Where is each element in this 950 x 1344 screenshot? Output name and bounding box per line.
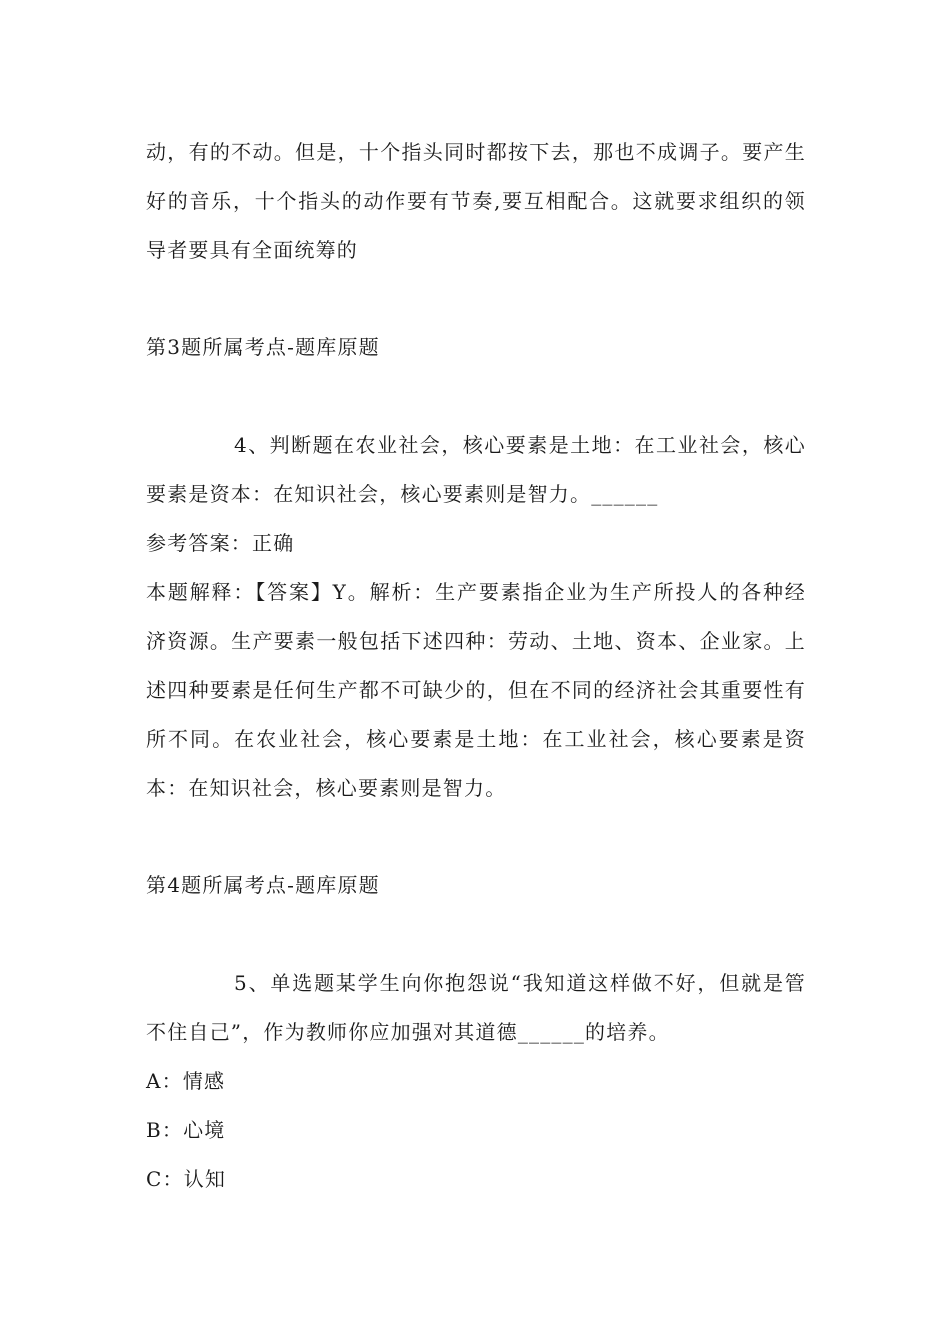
document-page xyxy=(146,128,806,1204)
question-3-explanation-tail: 动，有的不动。但是，十个指头同时都按下去，那也不成调子。要产生好的音乐，十个指头的动作要有节奏,要互相配合。这就要求组织的领导者要具有全面统筹的 xyxy=(146,140,806,262)
spacer xyxy=(146,813,806,861)
question-3-knowledge-point: 第3题所属考点-题库原题 xyxy=(146,335,380,359)
question-4-knowledge-point: 第4题所属考点-题库原题 xyxy=(146,873,380,897)
question-5-text: 5、单选题某学生向你抱怨说“我知道这样做不好，但就是管不住自己”，作为教师你应加强对其道德______的培养。 xyxy=(146,971,806,1044)
question-4-text: 4、判断题在农业社会，核心要素是土地：在工业社会，核心要素是资本：在知识社会，核心要素则是智力。______ xyxy=(146,433,806,506)
spacer xyxy=(146,275,806,323)
spacer xyxy=(146,372,806,421)
question-5-option-c: C：认知 xyxy=(146,1167,227,1191)
question-4-explanation: 本题解释：【答案】Y。解析：生产要素指企业为生产所投人的各种经济资源。生产要素一般包括下述四种：劳动、土地、资本、企业家。上述四种要素是任何生产都不可缺少的，但在不同的经济社会其重要性有所不同。在农业社会，核心要素是土地：在工业社会，核心要素是资本：在知识社会，核心要素则是智力。 xyxy=(146,580,806,800)
question-4-answer: 参考答案：正确 xyxy=(146,531,295,555)
spacer xyxy=(146,910,806,959)
question-5-option-a: A：情感 xyxy=(146,1069,226,1093)
question-5-option-b: B：心境 xyxy=(146,1118,226,1142)
